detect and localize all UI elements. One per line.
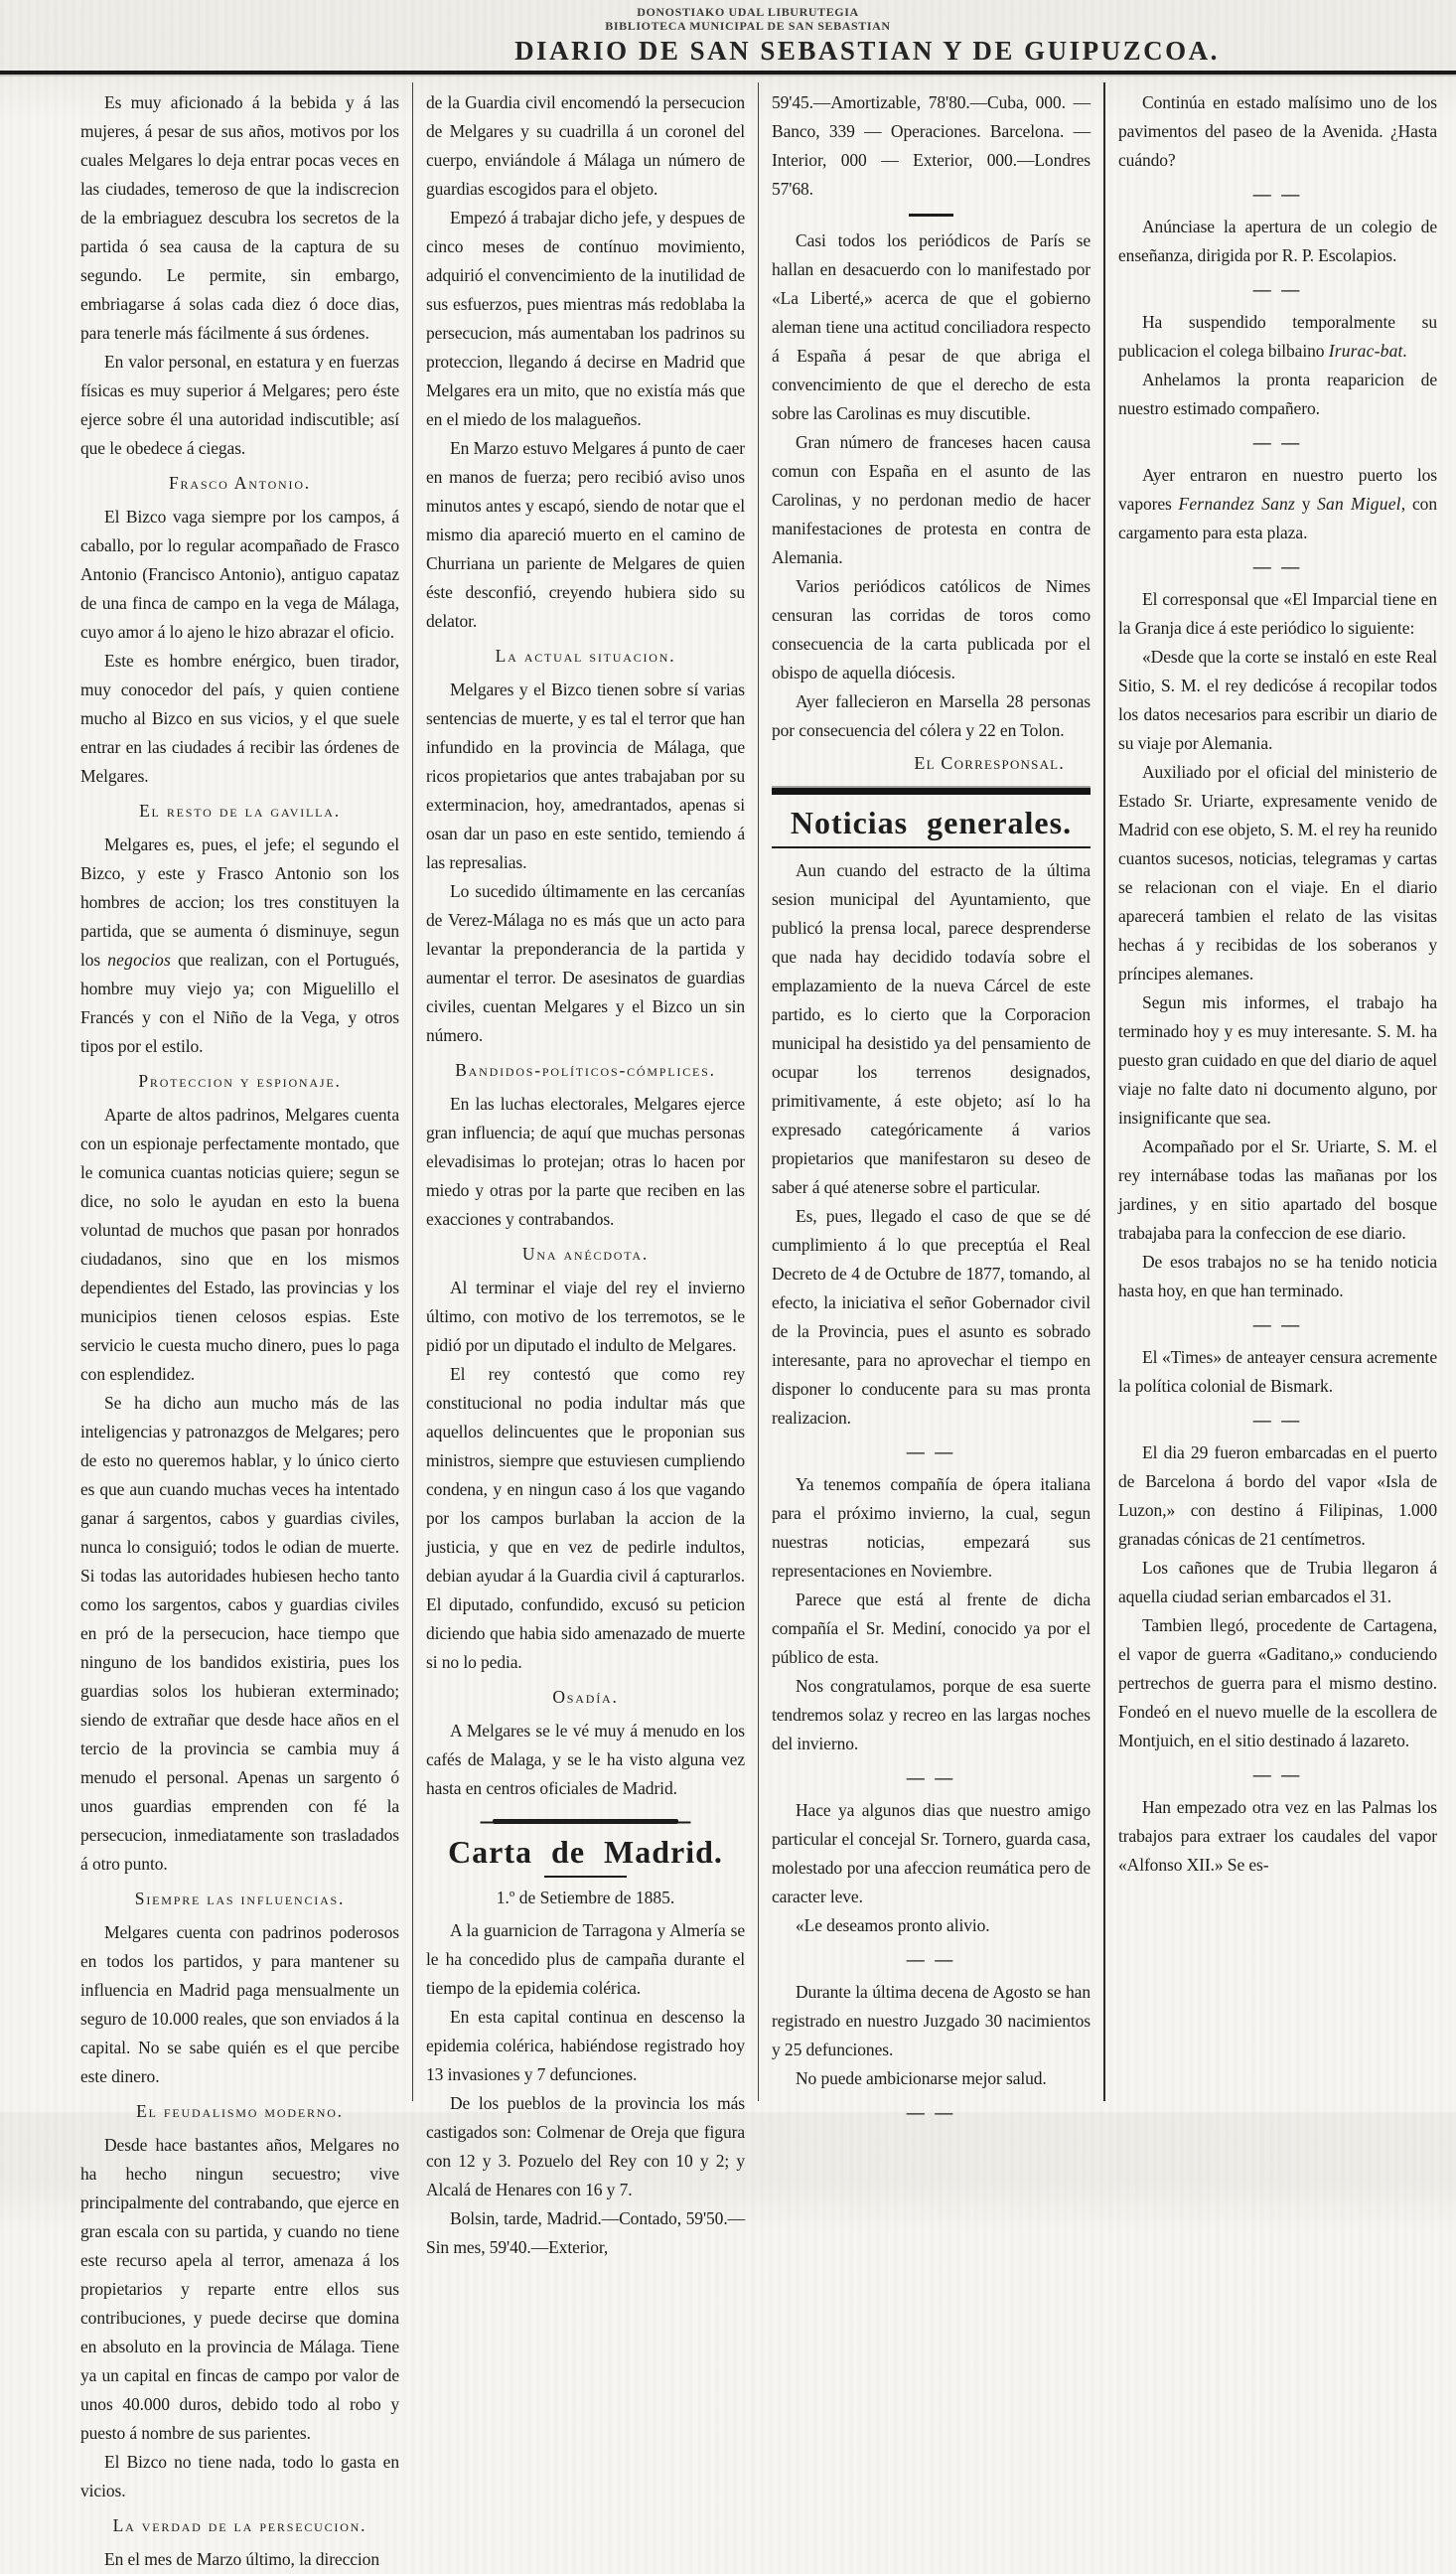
paragraph: Continúa en estado malísimo uno de los pavimentos del paseo de la Avenida. ¿Hasta cuándo? (1118, 92, 1437, 170)
section-subheading: Siempre las influencias. (134, 1889, 346, 1908)
paragraph: En valor personal, en estatura y en fuerzas físicas es muy superior á Melgares; pero éste ejerce sobre él una autoridad indiscutible; así que le obedece á ciegas. (80, 352, 399, 458)
section-subheading: Osadía. (552, 1687, 619, 1707)
paragraph: Parece que está al frente de dicha compañía el Sr. Mediní, conocido ya por el público de esta. (772, 1590, 1091, 1667)
divider-rule (772, 846, 1091, 848)
paragraph: Gran número de franceses hacen causa comun con España en el asunto de las Carolinas, y no perdonan medio de hacer manifestaciones de protesta en contra de Alemania. (772, 432, 1091, 567)
paragraph: Los cañones que de Trubia llegaron á aquella ciudad serian embarcados el 31. (1118, 1558, 1437, 1606)
paragraph: Ha suspendido temporalmente su publicacion el colega bilbaino Irurac-bat. (1118, 312, 1437, 361)
column-4 (1103, 82, 1450, 2101)
paragraph: Ya tenemos compañía de ópera italiana para el próximo invierno, la cual, segun nuestras noticias, empezará sus representaciones en Noviembre. (772, 1474, 1091, 1581)
article-title: Carta de Madrid. (448, 1834, 723, 1870)
paragraph: Aun cuando del estracto de la última sesion municipal del Ayuntamiento, que publicó la prensa local, parece desprenderse que nada hay decidido todavía sobre el emplazamiento de la nueva Cárcel de este partido, es lo cierto que la Corporacion municipal ha desistido ya del pensamiento de ocupar los terrenos designados, primitivamente, á este objeto; así lo ha expresado categóricamente á varios propietarios que manifestaron su deseo de saber á qué atenerse sobre el particular. (772, 860, 1091, 1197)
paragraph: Auxiliado por el oficial del ministerio de Estado Sr. Uriarte, expresamente venido de Madrid con ese objeto, S. M. el rey ha reunido cuantos sucesos, noticias, telegramas y cartas se relacionan con el viaje. En el diario aparecerá tambien el relato de las visitas hechas á y recibidas de los soberanos y príncipes alemanes. (1118, 762, 1438, 984)
paragraph: El corresponsal que «El Imparcial tiene en la Granja dice á este periódico lo siguiente: (1118, 589, 1437, 638)
paragraph: Acompañado por el Sr. Uriarte, S. M. el rey internábase todas las mañanas por los jardines, y en sitio apartado del bosque trabajaba para la confeccion de ese diario. (1118, 1136, 1437, 1243)
paragraph: Empezó á trabajar dicho jefe, y despues de cinco meses de contínuo movimiento, adquirió el convencimiento de la inutilidad de sus esfuerzos, pues mientras más redoblaba la persecucion, más aumentaban los padrinos su proteccion, llegando á decirse en Madrid que Melgares era un mito, que no existía más que en el miedo de los malagueños. (426, 208, 745, 429)
section-subheading: Una anécdota. (521, 1244, 650, 1264)
item-separator: — — (906, 1949, 956, 1969)
page-header (0, 0, 1456, 75)
paragraph: En esta capital continua en descenso la epidemia colérica, habiéndose registrado hoy 13 invasiones y 7 defunciones. (426, 2007, 745, 2084)
paragraph: A Melgares se le vé muy á menudo en los cafés de Malaga, y se le ha visto alguna vez hasta en centros oficiales de Madrid. (426, 1721, 745, 1798)
dateline: 1.º de Setiembre de 1885. (496, 1888, 675, 1907)
paragraph: Al terminar el viaje del rey el invierno último, con motivo de los terremotos, se le pidió por un diputado el indulto de Melgares. (426, 1278, 745, 1355)
article-title: Noticias generales. (790, 805, 1073, 840)
paragraph: Es, pues, llegado el caso de que se dé cumplimiento á lo que preceptúa el Real Decreto de 4 de Octubre de 1877, tomando, al efecto, la iniciativa el señor Gobernador civil de la Provincia, pues el asunto es sobrado interesante, para no aprovechar el tiempo en disponer lo conducente para su mas pronta realizacion. (772, 1206, 1091, 1428)
section-subheading: El feudalismo moderno. (136, 2101, 344, 2121)
library-stamp-line-1: DONOSTIAKO UDAL LIBURUTEGIA (637, 5, 859, 19)
masthead-title: DIARIO DE SAN SEBASTIAN Y DE GUIPUZCOA. (514, 36, 1220, 66)
columns (0, 75, 1456, 2569)
paragraph: Han empezado otra vez en las Palmas los trabajos para extraer los caudales del vapor «Alfonso XII.» Se es- (1118, 1797, 1437, 1875)
paragraph: El «Times» de anteayer censura acremente la política colonial de Bismark. (1118, 1347, 1437, 1396)
paragraph: De esos trabajos no se ha tenido noticia hasta hoy, en que han terminado. (1118, 1252, 1437, 1300)
paragraph: Se ha dicho aun mucho más de las inteligencias y patronazgos de Melgares; pero de esto no queremos hablar, y lo único cierto es que aun cuando muchas veces ha intentado ganar á sargentos, cabos y guardias civiles, nunca lo consiguió; todos le odian de muerte. Si todas las autoridades hubiesen hecho tanto como los sargentos, cabos y guardias civiles en pró de la persecucion, hace tiempo que ninguno de los bandidos existiria, pues los guardias solos los hubieran exterminado; siendo de extrañar que desde hace años en el tercio de la provincia se cambia muy á menudo el personal. Apenas un sargento ó unos guardias emprenden con fé la persecucion, inmediatamente son trasladados á otro punto. (80, 1393, 399, 1874)
paragraph: Durante la última decena de Agosto se han registrado en nuestro Juzgado 30 nacimientos y 25 defunciones. (772, 1982, 1091, 2059)
section-subheading: El resto de la gavilla. (139, 801, 341, 821)
paragraph: Bolsin, tarde, Madrid.—Contado, 59'50.—Sin mes, 59'40.—Exterior, (426, 2208, 745, 2257)
paragraph: En las luchas electorales, Melgares ejerce gran influencia; de aquí que muchas personas elevadisimas lo protejan; otras lo hacen por miedo y otras por la parte que reciben en las exacciones y contrabandos. (426, 1094, 745, 1229)
item-separator: — — (1252, 556, 1303, 576)
paragraph: «Desde que la corte se instaló en este Real Sitio, S. M. el rey dedicóse á recopilar todos los datos necesarios para escribir un diario de su viaje por Alemania. (1118, 647, 1437, 753)
paragraph: Melgares es, pues, el jefe; el segundo el Bizco, y este y Frasco Antonio son los hombres de accion; los tres constituyen la partida, que se aumenta ó disminuye, segun los negocios que realizan, con el Portugués, hombre muy viejo ya; con Miguelillo el Francés y con el Niño de la Vega, y otros tipos por el estilo. (80, 834, 399, 1056)
library-stamp-line-2: BIBLIOTECA MUNICIPAL DE SAN SEBASTIAN (605, 19, 891, 33)
paragraph: El Bizco no tiene nada, todo lo gasta en vicios. (80, 2452, 399, 2500)
paragraph: Ayer fallecieron en Marsella 28 personas por consecuencia del cólera y 22 en Tolon. (772, 691, 1091, 740)
paragraph: Nos congratulamos, porque de esa suerte tendremos solaz y recreo en las largas noches del invierno. (772, 1676, 1091, 1753)
paragraph: Ayer entraron en nuestro puerto los vapores Fernandez Sanz y San Miguel, con cargamento para esta plaza. (1118, 465, 1437, 542)
section-subheading: Bandidos-políticos-cómplices. (455, 1060, 716, 1080)
item-separator: — — (1252, 279, 1303, 299)
column-2 (412, 82, 758, 2257)
paragraph: El dia 29 fueron embarcadas en el puerto de Barcelona á bordo del vapor «Isla de Luzon,» con destino á Filipinas, 1.000 granadas cónicas de 21 centímetros. (1118, 1442, 1437, 1549)
paragraph: Tambien llegó, procedente de Cartagena, el vapor de guerra «Gaditano,» conduciendo pertrechos de guerra para el mismo destino. Fondeó en el nuevo muelle de la escollera de Montjuich, en el sitio destinado á lazareto. (1118, 1615, 1437, 1750)
item-separator: — — (1252, 1410, 1303, 1430)
paragraph: Lo sucedido últimamente en las cercanías de Verez-Málaga no es más que un acto para levantar la preponderancia de la partida y aumentar el terror. De asesinatos de guardias civiles, cuentan Melgares y el Bizco un sin número. (426, 881, 745, 1045)
paragraph: Aparte de altos padrinos, Melgares cuenta con un espionaje perfectamente montado, que le comunica cuantas noticias quiere; segun se dice, no solo le ayudan en esto la buena voluntad de muchos que pasan por honrados ciudadanos, sino que en los mismos dependientes del Estado, las provincias y los municipios tienen celosos espias. Este servicio le cuesta mucho dinero, pues lo paga con esplendidez. (80, 1105, 399, 1384)
column-3 (758, 82, 1103, 2122)
item-separator: — — (906, 1767, 956, 1787)
section-subheading: Proteccion y espionaje. (138, 1071, 342, 1091)
paragraph: En Marzo estuvo Melgares á punto de caer en manos de fuerza; pero recibió aviso unos minutos antes y escapó, siendo de notar que el mismo dia apareció muerto en el camino de Churriana un pariente de Melgares de quien éste desconfió, creyendo hubiera sido su delator. (426, 438, 745, 631)
paragraph: «Le deseamos pronto alivio. (796, 1915, 990, 1935)
paragraph: Hace ya algunos dias que nuestro amigo particular el concejal Sr. Tornero, guarda casa, molestado por una afeccion reumática pero de caracter leve. (772, 1800, 1091, 1906)
paragraph: 59'45.—Amortizable, 78'80.—Cuba, 000. — Banco, 339 — Operaciones. Barcelona. —Interior, 000 — Exterior, 000.—Londres 57'68. (772, 92, 1091, 199)
paragraph: Melgares cuenta con padrinos poderosos en todos los partidos, y para mantener su influencia en Madrid paga mensualmente un seguro de 10.000 reales, que son enviados á la capital. No se sabe quién es el que percibe este dinero. (80, 1922, 399, 2086)
paragraph: Anúnciase la apertura de un colegio de enseñanza, dirigida por R. P. Escolapios. (1118, 217, 1437, 265)
paragraph: Es muy aficionado á la bebida y á las mujeres, á pesar de sus años, motivos por los cuales Melgares lo deja entrar pocas veces en las ciudades, temeroso de que la indiscrecion de la embriaguez descubra los secretos de la partida ó sea causa de la captura de su segundo. Le permite, sin embargo, embriagarse á solas cada diez ó doce dias, para tenerle más fácilmente á sus órdenes. (80, 92, 399, 343)
column-1 (68, 82, 412, 2569)
paragraph: de la Guardia civil encomendó la persecucion de Melgares y su cuadrilla á un coronel del cuerpo, enviándole á Málaga un número de guardias escogidos para el objeto. (426, 92, 745, 199)
item-separator: — — (1252, 432, 1303, 452)
paragraph: Desde hace bastantes años, Melgares no ha hecho ningun secuestro; vive principalmente del contrabando, que ejerce en gran escala con su partida, y cuando no tiene este recurso apela al terror, amenaza á los propietarios y reparte entre ellos sus contribuciones, y puede decirse que domina en absoluto en la provincia de Málaga. Tiene ya un capital en fincas de campo por valor de unos 40.000 duros, debido todo al robo y puesto á nombre de sus parientes. (80, 2135, 399, 2443)
paragraph: Melgares y el Bizco tienen sobre sí varias sentencias de muerte, y es tal el terror que han infundido en la provincia de Málaga, que ricos propietarios que antes trabajaban por su exterminacion, hoy, amedrantados, apenas si osan dar un paso en este sentido, temiendo á las represalias. (426, 680, 745, 872)
section-subheading: La verdad de la persecucion. (112, 2515, 367, 2535)
paragraph: El rey contestó que como rey constitucional no podia indultar más que aquellos delincuentes que le proponian sus ministros, siempre que estuviesen cumpliendo condena, y en ningun caso á los que vagando por los campos burlaban la accion de la justicia, y que en vez de pedirle indultos, debian ayudar á la Guardia civil á capturarlos. El diputado, confundido, excusó su peticion diciendo que habia sido amenazado de muerte si no lo pedia. (426, 1364, 745, 1672)
paragraph: De los pueblos de la provincia los más castigados son: Colmenar de Oreja que figura con 12 y 3. Pozuelo del Rey con 10 y 2; y Alcalá de Henares con 16 y 7. (426, 2093, 745, 2199)
paragraph: El Bizco vaga siempre por los campos, á caballo, por lo regular acompañado de Frasco Antonio (Francisco Antonio), antiguo capataz de una finca de campo en la vega de Málaga, cuyo amor á lo ajeno le hizo abrazar el oficio. (80, 507, 399, 642)
item-separator: — — (1252, 184, 1303, 204)
divider-rule (909, 214, 953, 217)
paragraph: No puede ambicionarse mejor salud. (796, 2068, 1047, 2088)
paragraph: Este es hombre enérgico, buen tirador, muy conocedor del país, y quien contiene mucho al Bizco en sus vicios, y el que suele entrar en las ciudades á recibir las órdenes de Melgares. (80, 651, 399, 786)
divider-rule (493, 1819, 677, 1824)
paragraph: En el mes de Marzo último, la direccion (104, 2549, 379, 2569)
item-separator: — — (1252, 1764, 1303, 1784)
signature: El Corresponsal. (914, 753, 1065, 773)
paragraph: Varios periódicos católicos de Nimes censuran las corridas de toros como consecuencia de la carta publicada por el obispo de aquella diócesis. (772, 576, 1091, 682)
item-separator: — — (906, 1441, 956, 1461)
divider-rule (544, 1876, 627, 1878)
section-subheading: Frasco Antonio. (169, 473, 311, 493)
divider-rule (772, 788, 1091, 795)
item-separator: — — (1252, 1314, 1303, 1334)
paragraph: Anhelamos la pronta reaparicion de nuestro estimado compañero. (1118, 370, 1437, 418)
item-separator: — — (906, 2102, 956, 2122)
paragraph: Segun mis informes, el trabajo ha terminado hoy y es muy interesante. S. M. ha puesto gran cuidado en que del diario de aquel viaje no falte dato ni documento alguno, por insignificante que sea. (1118, 992, 1437, 1128)
section-subheading: La actual situacion. (495, 646, 676, 666)
paragraph: Casi todos los periódicos de París se hallan en desacuerdo con lo manifestado por «La Liberté,» acerca de que el gobierno aleman tiene una actitud conciliadora respecto á España á pesar de que abriga el convencimiento de que el derecho de esta sobre las Carolinas es muy discutible. (772, 230, 1091, 423)
paragraph: A la guarnicion de Tarragona y Almería se le ha concedido plus de campaña durante el tiempo de la epidemia colérica. (426, 1920, 745, 1998)
